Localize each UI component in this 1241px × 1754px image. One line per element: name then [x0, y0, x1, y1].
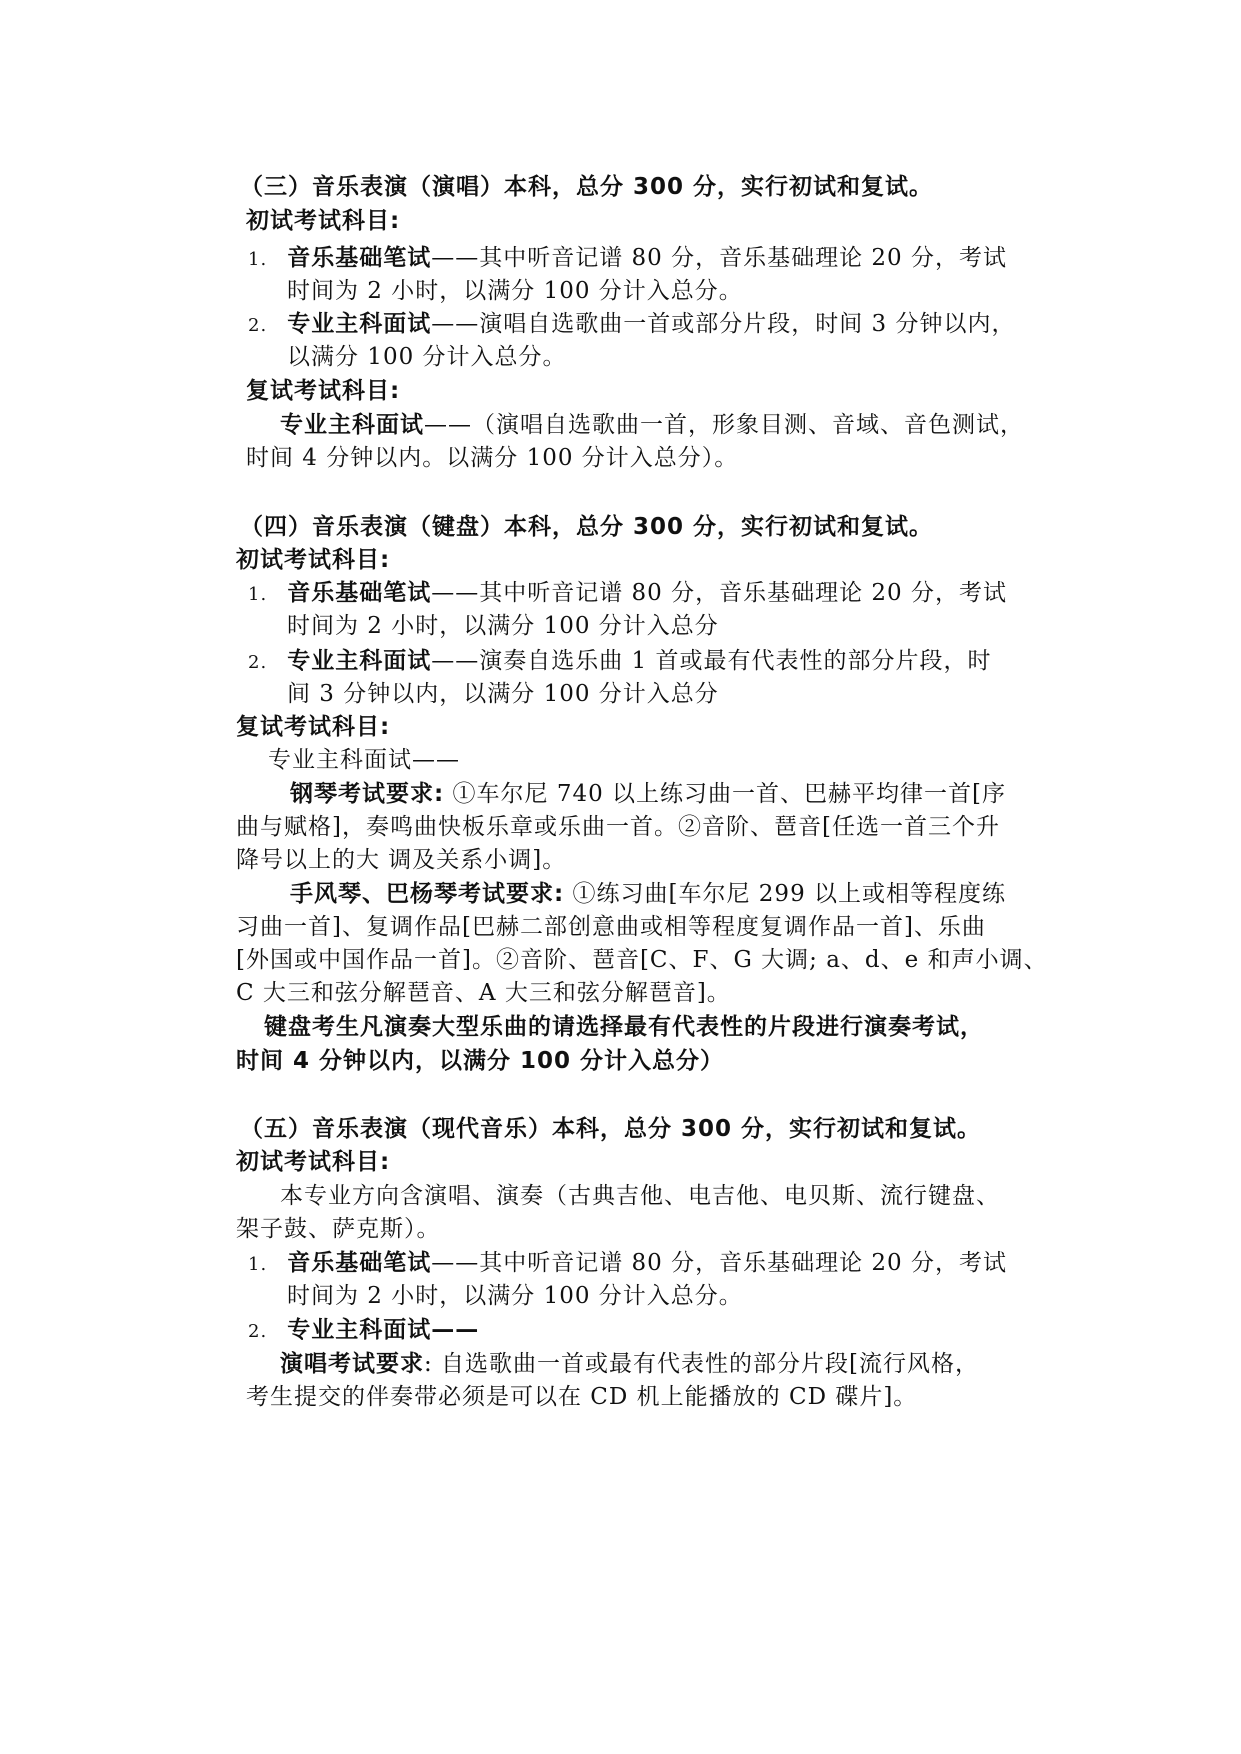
item-text: ——其中听音记谱 80 分，音乐基础理论 20 分，考试: [431, 580, 1007, 606]
section-3-prelim-heading: 初试考试科目:: [246, 208, 401, 234]
section-4-note-2: 时间 4 分钟以内，以满分 100 分计入总分）: [236, 1048, 725, 1074]
section-4-accordion-cont-3: C 大三和弦分解琶音、A 大三和弦分解琶音]。: [236, 980, 731, 1006]
item-number: 1.: [248, 249, 268, 270]
item-text: ——演唱自选歌曲一首或部分片段，时间 3 分钟以内，: [431, 311, 1016, 337]
item-label: 专业主科面试: [287, 311, 432, 337]
section-5-item-1-cont: 时间为 2 小时，以满分 100 分计入总分。: [287, 1283, 743, 1309]
section-4-accordion-cont-2: [外国或中国作品一首]。②音阶、琶音[C、F、G 大调; a、d、e 和声小调、: [236, 947, 1048, 973]
section-5-intro-1: 本专业方向含演唱、演奏（古典吉他、电吉他、电贝斯、流行键盘、: [280, 1183, 1000, 1209]
item-number: 1.: [248, 1254, 268, 1275]
item-label: 专业主科面试——: [287, 1317, 480, 1343]
vocal-text: : 自选歌曲一首或最有代表性的部分片段[流行风格，: [424, 1351, 980, 1377]
section-5-prelim-heading: 初试考试科目:: [236, 1149, 391, 1175]
item-text: ——其中听音记谱 80 分，音乐基础理论 20 分，考试: [431, 1250, 1007, 1276]
item-label: 音乐基础笔试: [287, 580, 432, 606]
section-3-item-1: [248, 243, 1007, 275]
section-4-note-1: 键盘考生凡演奏大型乐曲的请选择最有代表性的片段进行演奏考试，: [264, 1014, 984, 1040]
section-3-retest: [280, 410, 1024, 440]
retest-text: ——（演唱自选歌曲一首，形象目测、音域、音色测试，: [424, 412, 1024, 438]
section-4-piano: [290, 779, 1006, 809]
section-4-accordion-cont-1: 习曲一首]、复调作品[巴赫二部创意曲或相等程度复调作品一首]、乐曲: [236, 914, 986, 940]
section-3-retest-cont: 时间 4 分钟以内。以满分 100 分计入总分）。: [246, 445, 739, 471]
section-4-prelim-heading: 初试考试科目:: [236, 547, 391, 573]
accordion-label: 手风琴、巴杨琴考试要求:: [290, 881, 565, 907]
section-4-accordion: [290, 879, 1006, 909]
section-3-item-2-cont: 以满分 100 分计入总分。: [287, 344, 567, 370]
retest-label: 专业主科面试: [280, 412, 424, 438]
item-label: 音乐基础笔试: [287, 245, 432, 271]
section-5-item-2: [248, 1315, 479, 1347]
accordion-text: ①练习曲[车尔尼 299 以上或相等程度练: [564, 881, 1007, 907]
item-number: 2.: [248, 652, 268, 673]
item-label: 音乐基础笔试: [287, 1250, 432, 1276]
section-4-item-2: [248, 646, 991, 678]
item-text: ——演奏自选乐曲 1 首或最有代表性的部分片段，时: [431, 648, 992, 674]
section-3-item-1-cont: 时间为 2 小时，以满分 100 分计入总分。: [287, 278, 743, 304]
item-number: 2.: [248, 315, 268, 336]
section-4-item-1: [248, 578, 1007, 610]
item-number: 2.: [248, 1321, 268, 1342]
piano-label: 钢琴考试要求:: [290, 781, 445, 807]
section-5-vocal: [280, 1349, 979, 1379]
section-5-intro-2: 架子鼓、萨克斯）。: [236, 1216, 441, 1242]
section-5-item-1: [248, 1248, 1007, 1280]
item-number: 1.: [248, 584, 268, 605]
section-4-title: （四）音乐表演（键盘）本科，总分 300 分，实行初试和复试。: [240, 514, 934, 540]
section-4-item-1-cont: 时间为 2 小时，以满分 100 分计入总分: [287, 613, 719, 639]
vocal-label: 演唱考试要求: [280, 1351, 424, 1377]
section-5-title: （五）音乐表演（现代音乐）本科，总分 300 分，实行初试和复试。: [240, 1116, 982, 1142]
section-3-retest-heading: 复试考试科目:: [246, 378, 401, 404]
section-4-item-2-cont: 间 3 分钟以内，以满分 100 分计入总分: [287, 681, 719, 707]
section-3-item-2: [248, 309, 1015, 341]
piano-text: ①车尔尼 740 以上练习曲一首、巴赫平均律一首[序: [444, 781, 1007, 807]
item-text: ——其中听音记谱 80 分，音乐基础理论 20 分，考试: [431, 245, 1007, 271]
section-3-title: （三）音乐表演（演唱）本科，总分 300 分，实行初试和复试。: [240, 174, 934, 200]
section-5-vocal-cont: 考生提交的伴奏带必须是可以在 CD 机上能播放的 CD 碟片]。: [246, 1384, 918, 1410]
section-4-piano-cont-2: 降号以上的大 调及关系小调]。: [236, 847, 567, 873]
section-4-piano-cont-1: 曲与赋格]，奏鸣曲快板乐章或乐曲一首。②音阶、琶音[任选一首三个升: [236, 814, 1000, 840]
item-label: 专业主科面试: [287, 648, 432, 674]
section-4-retest-heading: 复试考试科目:: [236, 714, 391, 740]
section-4-retest-line: 专业主科面试——: [268, 747, 460, 773]
